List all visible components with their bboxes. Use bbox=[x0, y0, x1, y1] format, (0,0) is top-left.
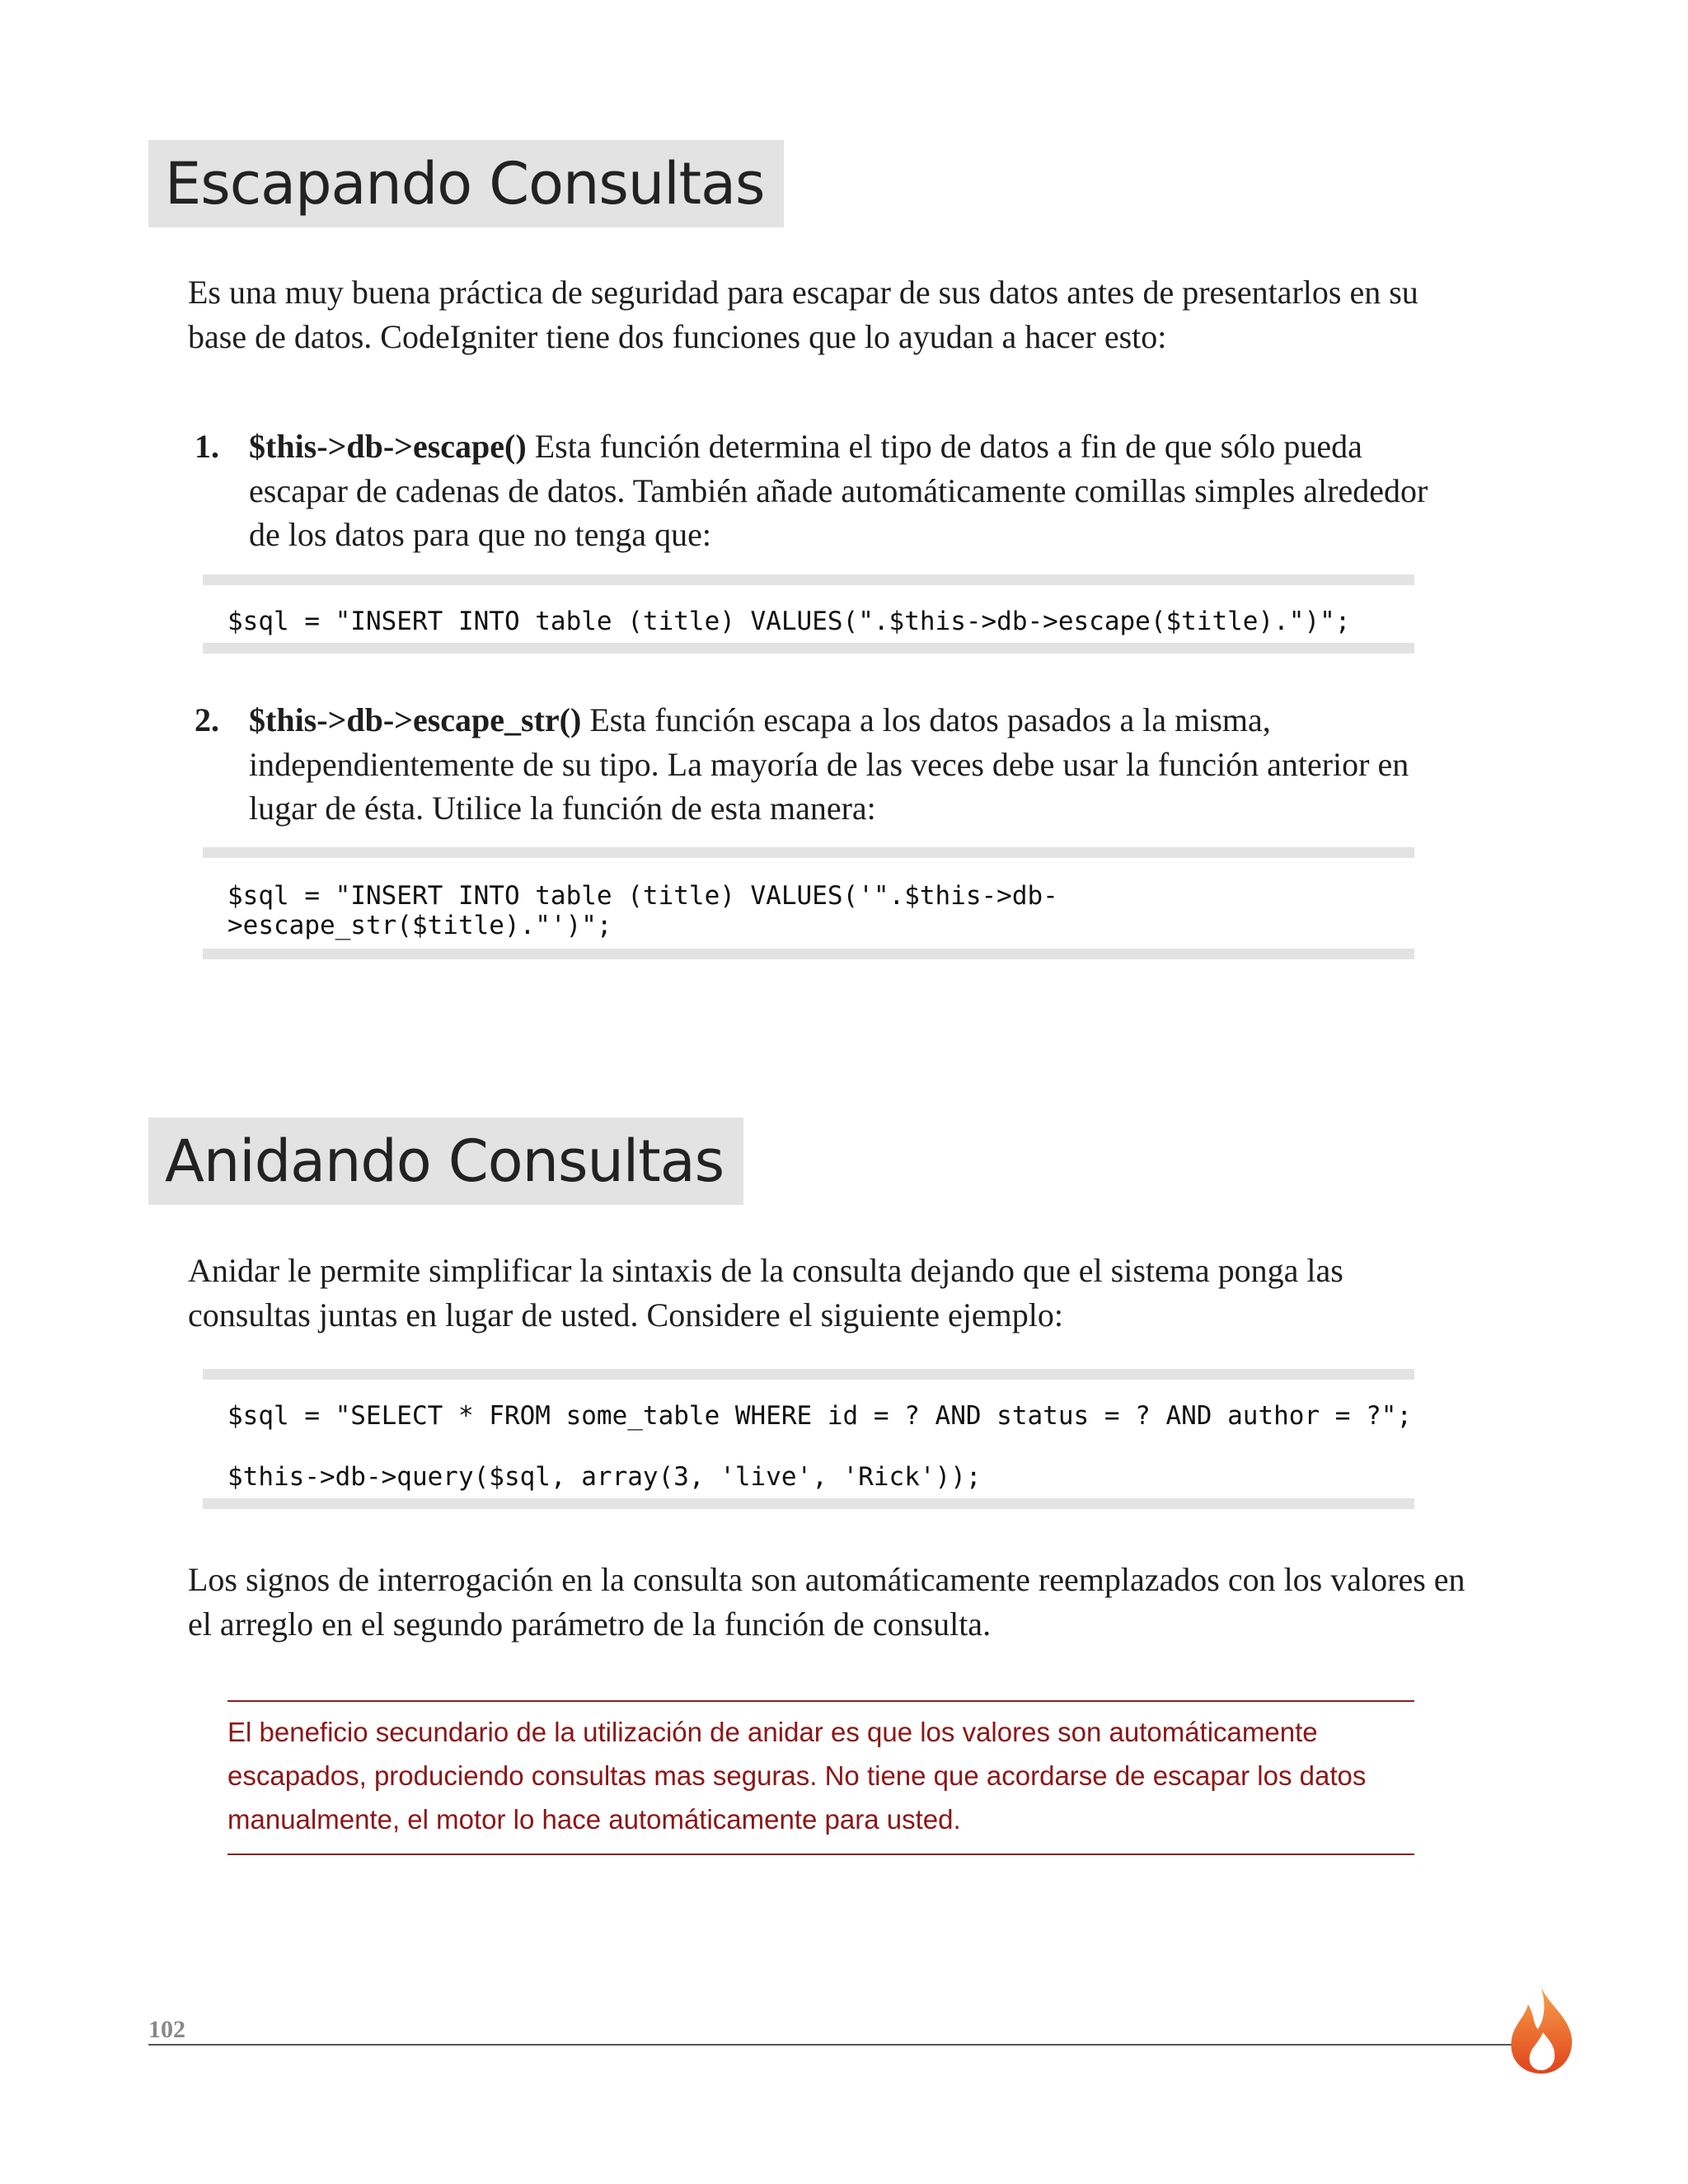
code-line: $sql = "INSERT INTO table (title) VALUES('".$this->db- bbox=[227, 881, 1058, 911]
list-item-escape bbox=[195, 424, 1464, 557]
function-name: $this->db->escape_str() bbox=[249, 701, 582, 738]
code-line: $sql = "SELECT * FROM some_table WHERE id = ? AND status = ? AND author = ?"; bbox=[227, 1401, 1413, 1431]
note-text: El beneficio secundario de la utilización de anidar es que los valores son automáticamente escapados, produciendo consultas mas seguras. No tiene que acordarse de escapar los datos manualmente, el motor lo hace automáticamente para usted. bbox=[227, 1717, 1367, 1835]
code-line: >escape_str($title)."')"; bbox=[227, 911, 612, 940]
explanation-paragraph: Los signos de interrogación en la consulta son automáticamente reemplazados con los valores en el arreglo en el segundo parámetro de la función de consulta. bbox=[188, 1561, 1465, 1643]
list-item-escape-str bbox=[195, 698, 1464, 831]
function-name: $this->db->escape() bbox=[249, 428, 527, 465]
code-line: $sql = "INSERT INTO table (title) VALUES(".$this->db->escape($title).")"; bbox=[227, 607, 1351, 636]
code-block-escape-str bbox=[203, 847, 1414, 959]
list-number: 1. bbox=[195, 428, 219, 465]
code-line: $this->db->query($sql, array(3, 'live', 'Rick')); bbox=[227, 1462, 982, 1492]
list-number: 2. bbox=[195, 701, 219, 738]
section-heading-escapando: Escapando Consultas bbox=[148, 140, 784, 227]
page-number: 102 bbox=[148, 2016, 185, 2043]
code-block-query bbox=[203, 1369, 1414, 1509]
list-item-text: Esta función escapa a los datos pasados a la misma, independientemente de su tipo. La mayoría de las veces debe usar la función anterior en lugar de ésta. Utilice la función de esta manera: bbox=[249, 701, 1409, 827]
section-heading-anidando: Anidando Consultas bbox=[148, 1118, 743, 1205]
flame-icon bbox=[1502, 1986, 1584, 2077]
list-item-text: Esta función determina el tipo de datos a fin de que sólo pueda escapar de cadenas de datos. También añade automáticamente comillas simples alrededor de los datos para que no tenga que: bbox=[249, 428, 1428, 553]
intro-paragraph-anidando: Anidar le permite simplificar la sintaxis de la consulta dejando que el sistema ponga las consultas juntas en lugar de usted. Considere el siguiente ejemplo: bbox=[188, 1252, 1343, 1333]
note-box bbox=[227, 1700, 1414, 1855]
footer-divider bbox=[148, 2044, 1517, 2046]
code-block-escape bbox=[203, 574, 1414, 654]
intro-paragraph-escapando: Es una muy buena práctica de seguridad para escapar de sus datos antes de presentarlos en su base de datos. CodeIgniter tiene dos funciones que lo ayudan a hacer esto: bbox=[188, 274, 1418, 355]
